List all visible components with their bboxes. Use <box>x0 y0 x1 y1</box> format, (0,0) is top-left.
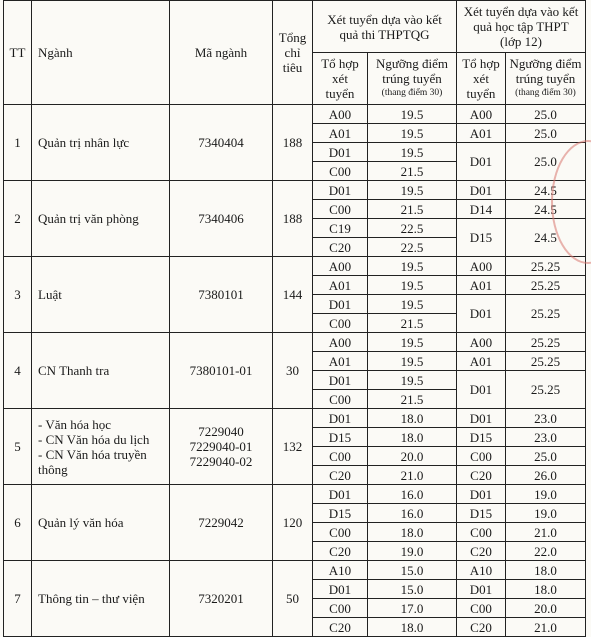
thptqg-to-hop: C00 <box>313 162 368 181</box>
thptqg-to-hop: D15 <box>313 504 368 523</box>
hocba-to-hop: D15 <box>457 504 506 523</box>
hocba-to-hop: C20 <box>457 466 506 485</box>
row-chi-tieu: 144 <box>273 257 313 333</box>
header-nguong-hocba: Ngưỡng điểm trúng tuyển (thang điểm 30) <box>506 53 586 105</box>
hocba-to-hop: A01 <box>457 124 506 143</box>
hocba-diem: 25.25 <box>506 295 586 333</box>
thptqg-to-hop: A00 <box>313 257 368 276</box>
thptqg-diem: 19.5 <box>368 143 457 162</box>
row-ma-nganh: 7320201 <box>170 561 273 637</box>
hocba-diem: 25.25 <box>506 333 586 352</box>
table-row <box>4 105 586 124</box>
thptqg-diem: 21.5 <box>368 162 457 181</box>
thptqg-to-hop: C00 <box>313 447 368 466</box>
thptqg-to-hop: C20 <box>313 618 368 637</box>
thptqg-diem: 15.0 <box>368 561 457 580</box>
hocba-to-hop: A00 <box>457 257 506 276</box>
thptqg-diem: 18.0 <box>368 409 457 428</box>
hocba-diem: 25.25 <box>506 276 586 295</box>
row-nganh: Thông tin – thư viện <box>32 561 170 637</box>
thptqg-diem: 15.0 <box>368 580 457 599</box>
row-tt: 5 <box>4 409 32 485</box>
thptqg-to-hop: C20 <box>313 238 368 257</box>
thptqg-diem: 21.5 <box>368 314 457 333</box>
hocba-diem: 18.0 <box>506 580 586 599</box>
hocba-to-hop: A01 <box>457 352 506 371</box>
hocba-diem: 19.0 <box>506 485 586 504</box>
hocba-to-hop: D01 <box>457 181 506 200</box>
row-nganh: - Văn hóa học - CN Văn hóa du lịch - CN Văn hóa truyền thông <box>32 409 170 485</box>
thptqg-to-hop: A01 <box>313 276 368 295</box>
hocba-to-hop: C00 <box>457 599 506 618</box>
hocba-diem: 25.25 <box>506 352 586 371</box>
row-nganh: Quản trị văn phòng <box>32 181 170 257</box>
thptqg-to-hop: D01 <box>313 143 368 162</box>
row-chi-tieu: 132 <box>273 409 313 485</box>
thptqg-to-hop: D01 <box>313 409 368 428</box>
hocba-to-hop: A00 <box>457 333 506 352</box>
thptqg-to-hop: D15 <box>313 428 368 447</box>
table-row <box>4 181 586 200</box>
thptqg-to-hop: A01 <box>313 352 368 371</box>
thptqg-diem: 19.5 <box>368 371 457 390</box>
hocba-to-hop: C00 <box>457 447 506 466</box>
table-row <box>4 333 586 352</box>
table-row <box>4 257 586 276</box>
thptqg-to-hop: D01 <box>313 181 368 200</box>
hocba-diem: 25.0 <box>506 447 586 466</box>
header-chi-tieu: Tổng chỉ tiêu <box>273 1 313 105</box>
header-thptqg-group: Xét tuyển dựa vào kết quả thi THPTQG <box>313 1 457 53</box>
row-ma-nganh: 7340404 <box>170 105 273 181</box>
thptqg-to-hop: D01 <box>313 371 368 390</box>
hocba-diem: 25.0 <box>506 143 586 181</box>
thptqg-diem: 16.0 <box>368 504 457 523</box>
hocba-diem: 23.0 <box>506 409 586 428</box>
thptqg-to-hop: C20 <box>313 466 368 485</box>
thptqg-diem: 19.5 <box>368 257 457 276</box>
row-chi-tieu: 120 <box>273 485 313 561</box>
hocba-to-hop: D01 <box>457 143 506 181</box>
row-tt: 2 <box>4 181 32 257</box>
thptqg-to-hop: A01 <box>313 124 368 143</box>
hocba-diem: 24.5 <box>506 219 586 257</box>
thptqg-diem: 18.0 <box>368 523 457 542</box>
row-tt: 6 <box>4 485 32 561</box>
row-ma-nganh: 7229042 <box>170 485 273 561</box>
table-row <box>4 409 586 428</box>
thptqg-diem: 21.5 <box>368 390 457 409</box>
row-nganh: CN Thanh tra <box>32 333 170 409</box>
thptqg-diem: 19.5 <box>368 105 457 124</box>
thptqg-to-hop: C00 <box>313 599 368 618</box>
hocba-diem: 21.0 <box>506 618 586 637</box>
thptqg-to-hop: C00 <box>313 200 368 219</box>
thptqg-to-hop: C00 <box>313 390 368 409</box>
thptqg-to-hop: D01 <box>313 580 368 599</box>
thptqg-diem: 19.5 <box>368 181 457 200</box>
thptqg-diem: 21.0 <box>368 466 457 485</box>
hocba-diem: 19.0 <box>506 504 586 523</box>
thptqg-diem: 19.5 <box>368 295 457 314</box>
thptqg-diem: 21.5 <box>368 200 457 219</box>
row-tt: 7 <box>4 561 32 637</box>
header-nganh: Ngành <box>32 1 170 105</box>
header-to-hop-thptqg: Tổ hợp xét tuyển <box>313 53 368 105</box>
hocba-to-hop: D01 <box>457 371 506 409</box>
hocba-to-hop: D14 <box>457 200 506 219</box>
hocba-diem: 20.0 <box>506 599 586 618</box>
thptqg-to-hop: A00 <box>313 105 368 124</box>
hocba-diem: 25.25 <box>506 257 586 276</box>
header-hocba-group: Xét tuyển dựa vào kết quả học tập THPT (lớp 12) <box>457 1 586 53</box>
hocba-diem: 25.0 <box>506 105 586 124</box>
admission-table <box>3 0 586 637</box>
thptqg-diem: 18.0 <box>368 428 457 447</box>
hocba-to-hop: D01 <box>457 580 506 599</box>
header-tt: TT <box>4 1 32 105</box>
row-ma-nganh: 7380101-01 <box>170 333 273 409</box>
hocba-to-hop: A10 <box>457 561 506 580</box>
header-ma-nganh: Mã ngành <box>170 1 273 105</box>
hocba-diem: 24.5 <box>506 181 586 200</box>
row-chi-tieu: 188 <box>273 105 313 181</box>
hocba-to-hop: D01 <box>457 295 506 333</box>
row-ma-nganh: 7229040 7229040-01 7229040-02 <box>170 409 273 485</box>
thptqg-diem: 19.0 <box>368 542 457 561</box>
row-tt: 4 <box>4 333 32 409</box>
hocba-diem: 23.0 <box>506 428 586 447</box>
row-nganh: Quản lý văn hóa <box>32 485 170 561</box>
table-row <box>4 485 586 504</box>
thptqg-to-hop: A10 <box>313 561 368 580</box>
hocba-to-hop: C00 <box>457 523 506 542</box>
thptqg-diem: 20.0 <box>368 447 457 466</box>
row-chi-tieu: 30 <box>273 333 313 409</box>
row-chi-tieu: 50 <box>273 561 313 637</box>
hocba-to-hop: D01 <box>457 485 506 504</box>
thptqg-diem: 22.5 <box>368 219 457 238</box>
hocba-to-hop: C20 <box>457 618 506 637</box>
row-tt: 3 <box>4 257 32 333</box>
hocba-diem: 18.0 <box>506 561 586 580</box>
thptqg-diem: 19.5 <box>368 352 457 371</box>
thptqg-to-hop: D01 <box>313 295 368 314</box>
hocba-diem: 21.0 <box>506 523 586 542</box>
hocba-diem: 24.5 <box>506 200 586 219</box>
thptqg-diem: 19.5 <box>368 124 457 143</box>
thptqg-diem: 22.5 <box>368 238 457 257</box>
thptqg-diem: 19.5 <box>368 276 457 295</box>
thptqg-to-hop: C20 <box>313 542 368 561</box>
row-tt: 1 <box>4 105 32 181</box>
hocba-diem: 25.25 <box>506 371 586 409</box>
hocba-to-hop: D15 <box>457 428 506 447</box>
thptqg-diem: 18.0 <box>368 618 457 637</box>
thptqg-to-hop: A00 <box>313 333 368 352</box>
table-row <box>4 561 586 580</box>
thptqg-to-hop: C00 <box>313 523 368 542</box>
row-ma-nganh: 7380101 <box>170 257 273 333</box>
thptqg-diem: 16.0 <box>368 485 457 504</box>
hocba-diem: 25.0 <box>506 124 586 143</box>
row-ma-nganh: 7340406 <box>170 181 273 257</box>
thptqg-diem: 17.0 <box>368 599 457 618</box>
hocba-to-hop: D15 <box>457 219 506 257</box>
thptqg-to-hop: C00 <box>313 314 368 333</box>
hocba-to-hop: A00 <box>457 105 506 124</box>
header-to-hop-hocba: Tổ hợp xét tuyển <box>457 53 506 105</box>
hocba-to-hop: C20 <box>457 542 506 561</box>
hocba-to-hop: D01 <box>457 409 506 428</box>
thptqg-to-hop: C19 <box>313 219 368 238</box>
hocba-diem: 26.0 <box>506 466 586 485</box>
row-chi-tieu: 188 <box>273 181 313 257</box>
thptqg-diem: 19.5 <box>368 333 457 352</box>
thptqg-to-hop: D01 <box>313 485 368 504</box>
hocba-to-hop: A01 <box>457 276 506 295</box>
row-nganh: Quản trị nhân lực <box>32 105 170 181</box>
row-nganh: Luật <box>32 257 170 333</box>
header-nguong-thptqg: Ngưỡng điểm trúng tuyển (thang điểm 30) <box>368 53 457 105</box>
hocba-diem: 22.0 <box>506 542 586 561</box>
